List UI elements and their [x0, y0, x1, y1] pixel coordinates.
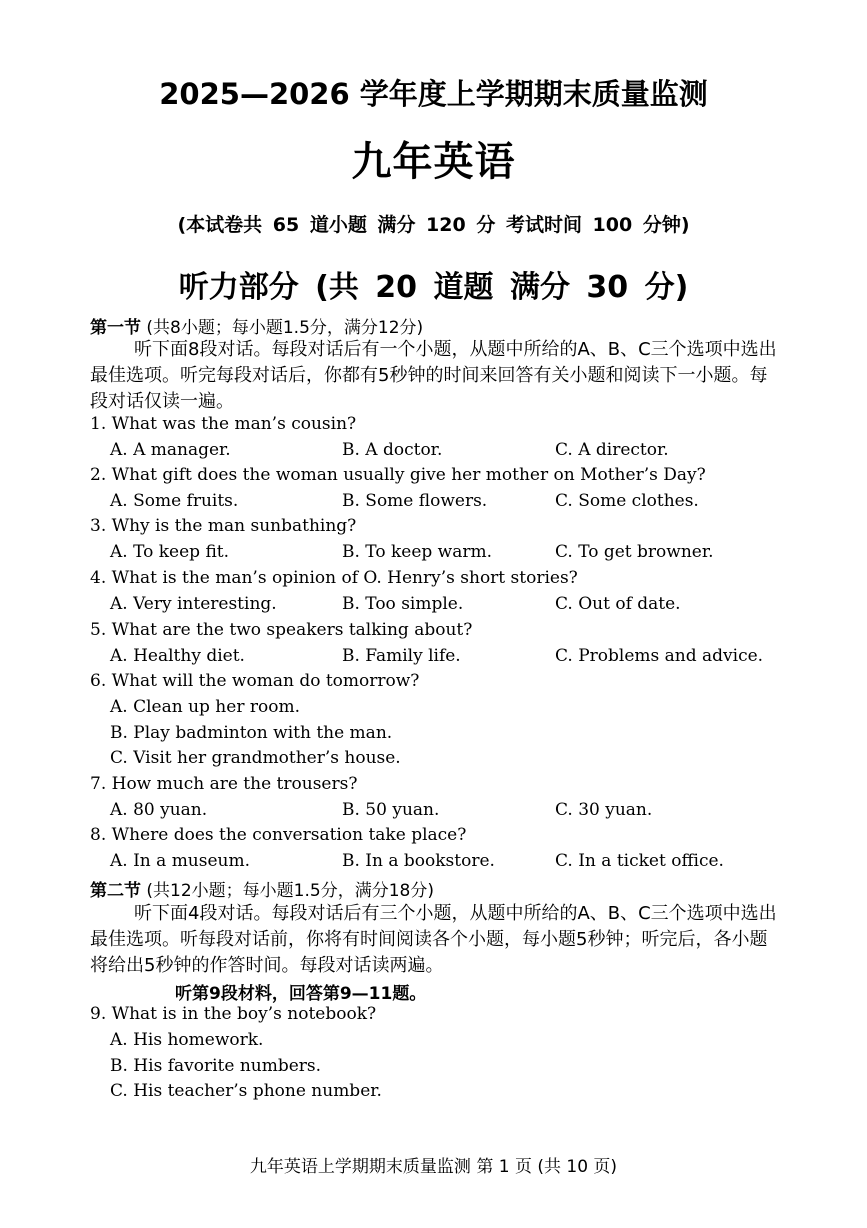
section1-meta: (共8小题；每小题1.5分，满分12分) — [146, 318, 424, 338]
q5-option-b: B. Family life. — [342, 646, 461, 666]
question-8: 8. Where does the conversation take place? — [90, 825, 467, 845]
q2-option-c: C. Some clothes. — [555, 491, 699, 511]
q8-option-a: A. In a museum. — [110, 851, 251, 871]
question-6: 6. What will the woman do tomorrow? — [90, 671, 420, 691]
q2-option-b: B. Some flowers. — [342, 491, 488, 511]
question-3: 3. Why is the man sunbathing? — [90, 516, 357, 536]
q7-option-b: B. 50 yuan. — [342, 800, 440, 820]
q7-option-a: A. 80 yuan. — [110, 800, 208, 820]
q1-option-c: C. A director. — [555, 440, 669, 460]
q5-option-a: A. Healthy diet. — [110, 646, 245, 666]
q2-option-a: A. Some fruits. — [110, 491, 239, 511]
q3-option-a: A. To keep fit. — [110, 542, 230, 562]
q9-option-a: A. His homework. — [110, 1030, 264, 1050]
q1-option-b: B. A doctor. — [342, 440, 443, 460]
q6-option-a: A. Clean up her room. — [110, 697, 300, 717]
section2-meta: (共12小题；每小题1.5分，满分18分) — [146, 881, 434, 901]
q3-option-c: C. To get browner. — [555, 542, 714, 562]
q9-option-b: B. His favorite numbers. — [110, 1056, 322, 1076]
q4-option-a: A. Very interesting. — [110, 594, 277, 614]
question-9: 9. What is in the boy’s notebook? — [90, 1004, 377, 1024]
page-footer: 九年英语上学期期末质量监测 第 1 页 (共 10 页) — [249, 1157, 618, 1177]
section1-name: 第一节 — [90, 318, 141, 338]
subject-title: 九年英语 — [351, 139, 516, 185]
q6-option-b: B. Play badminton with the man. — [110, 723, 393, 743]
exam-info: (本试卷共 65 道小题 满分 120 分 考试时间 100 分钟) — [177, 214, 690, 236]
q8-option-b: B. In a bookstore. — [342, 851, 495, 871]
question-2: 2. What gift does the woman usually give her mother on Mother’s Day? — [90, 465, 706, 485]
section1-heading — [90, 313, 423, 338]
question-4: 4. What is the man’s opinion of O. Henry’s short stories? — [90, 568, 578, 588]
exam-title: 2025—2026 学年度上学期期末质量监测 — [159, 77, 708, 111]
q4-option-b: B. Too simple. — [342, 594, 464, 614]
q9-option-c: C. His teacher’s phone number. — [110, 1081, 382, 1101]
section2-heading — [90, 876, 434, 901]
q1-option-a: A. A manager. — [110, 440, 231, 460]
q3-option-b: B. To keep warm. — [342, 542, 493, 562]
question-1: 1. What was the man’s cousin? — [90, 414, 357, 434]
section1-instructions: 听下面8段对话。每段对话后有一个小题，从题中所给的A、B、C三个选项中选出最佳选项。听完每段对话后，你都有5秒钟的时间来回答有关小题和阅读下一小题。每段对话仅读一遍。 — [90, 339, 777, 412]
question-7: 7. How much are the trousers? — [90, 774, 358, 794]
q4-option-c: C. Out of date. — [555, 594, 681, 614]
question-5: 5. What are the two speakers talking about? — [90, 620, 473, 640]
passage-9-note: 听第9段材料，回答第9—11题。 — [175, 984, 427, 1004]
section2-name: 第二节 — [90, 881, 141, 901]
listening-part-title: 听力部分 (共 20 道题 满分 30 分) — [178, 270, 689, 305]
q5-option-c: C. Problems and advice. — [555, 646, 764, 666]
q6-option-c: C. Visit her grandmother’s house. — [110, 748, 401, 768]
q8-option-c: C. In a ticket office. — [555, 851, 724, 871]
q7-option-c: C. 30 yuan. — [555, 800, 653, 820]
section2-instructions: 听下面4段对话。每段对话后有三个小题，从题中所给的A、B、C三个选项中选出最佳选项。听每段对话前，你将有时间阅读各个小题，每小题5秒钟；听完后，各小题将给出5秒钟的作答时间。每段对话读两遍。 — [90, 903, 777, 976]
